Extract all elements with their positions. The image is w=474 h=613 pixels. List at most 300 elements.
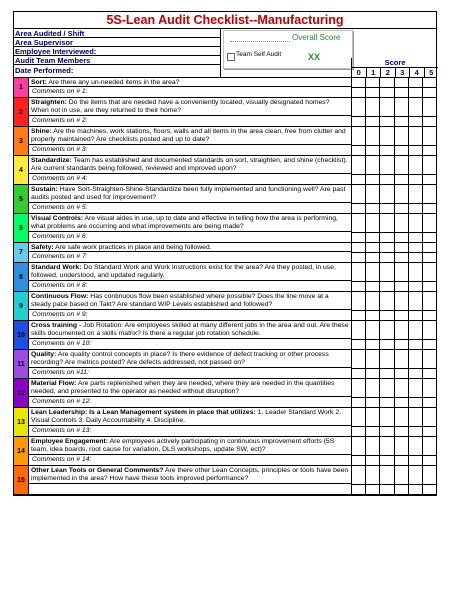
score-cell[interactable] — [395, 466, 408, 485]
score-cell[interactable] — [380, 214, 393, 233]
score-cell[interactable] — [380, 185, 393, 204]
score-cells — [351, 98, 436, 126]
item-number: 12 — [14, 379, 29, 407]
score-comment-cell — [352, 175, 365, 184]
score-cells — [351, 379, 436, 407]
score-comment-cell — [423, 398, 436, 407]
score-comment-cell — [352, 88, 365, 97]
item-text: Are there any un-needed items in the area? — [46, 79, 180, 86]
score-cell[interactable] — [423, 243, 436, 253]
item-number: 11 — [14, 350, 29, 378]
score-comment-cell — [409, 204, 422, 213]
score-cell[interactable] — [395, 350, 408, 369]
score-columns — [351, 68, 438, 77]
score-column — [422, 156, 436, 184]
checklist-item — [14, 243, 436, 263]
item-comment-field[interactable]: Comments on #11: — [32, 369, 89, 376]
score-comment-cell — [366, 340, 379, 349]
score-cell[interactable] — [409, 466, 422, 485]
item-comment-field[interactable]: Comments on # 12: — [32, 398, 92, 405]
score-column — [422, 127, 436, 155]
score-column — [394, 214, 408, 242]
score-cell[interactable] — [352, 98, 365, 117]
score-cell[interactable] — [423, 98, 436, 117]
score-cell[interactable] — [380, 156, 393, 175]
score-comment-cell — [409, 427, 422, 436]
score-cell[interactable] — [395, 78, 408, 88]
score-cell[interactable] — [352, 437, 365, 456]
score-comment-cell — [366, 369, 379, 378]
score-column — [379, 243, 393, 262]
score-column — [365, 408, 379, 436]
item-question — [29, 437, 351, 455]
checklist-item — [14, 185, 436, 214]
score-column — [351, 263, 365, 291]
score-col-1: 1 — [367, 68, 382, 77]
score-column — [422, 243, 436, 262]
item-number: 15 — [14, 466, 29, 494]
score-comment-cell — [409, 398, 422, 407]
score-comment-cell — [366, 485, 379, 494]
field-audit-team[interactable]: Audit Team Members — [14, 56, 220, 65]
score-cells — [351, 466, 436, 494]
item-content — [29, 379, 351, 407]
score-column — [365, 350, 379, 378]
score-cell[interactable] — [395, 379, 408, 398]
item-text: Are safe work practices in place and being followed. — [53, 244, 212, 251]
score-cell[interactable] — [423, 127, 436, 146]
score-header: Score — [351, 58, 438, 68]
score-column — [365, 466, 379, 494]
item-comment-field[interactable]: Comments on # 9: — [32, 311, 88, 318]
score-column — [365, 78, 379, 97]
item-title: Sort: — [31, 79, 47, 86]
field-employee-interviewed[interactable]: Employee Interviewed: — [14, 47, 220, 56]
score-cell[interactable] — [366, 185, 379, 204]
item-comment-field[interactable]: Comments on # 4: — [32, 175, 88, 182]
score-column — [379, 98, 393, 126]
score-comment-cell — [380, 427, 393, 436]
item-number: 7 — [14, 243, 29, 262]
score-cell[interactable] — [409, 98, 422, 117]
checklist-item — [14, 156, 436, 185]
score-cell[interactable] — [380, 408, 393, 427]
item-title: Safety: — [31, 244, 54, 251]
item-number: 14 — [14, 437, 29, 465]
score-comment-cell — [395, 340, 408, 349]
score-column — [408, 98, 422, 126]
score-cell[interactable] — [380, 98, 393, 117]
score-column — [351, 408, 365, 436]
item-title: Straighten: — [31, 99, 67, 106]
item-number: 13 — [14, 408, 29, 436]
field-date-performed[interactable]: Date Performed: — [15, 66, 74, 75]
item-content — [29, 350, 351, 378]
score-cell[interactable] — [380, 78, 393, 88]
score-col-4: 4 — [410, 68, 425, 77]
checklist-item — [14, 437, 436, 466]
score-cell[interactable] — [423, 350, 436, 369]
score-column — [379, 379, 393, 407]
score-comment-cell — [352, 311, 365, 320]
score-column — [422, 214, 436, 242]
score-cells — [351, 78, 436, 97]
score-column — [351, 185, 365, 213]
score-cell[interactable] — [366, 321, 379, 340]
score-cells — [351, 156, 436, 184]
item-question — [29, 379, 351, 397]
score-comment-cell — [380, 233, 393, 242]
score-cells — [351, 437, 436, 465]
score-cell[interactable] — [409, 292, 422, 311]
score-cell[interactable] — [380, 466, 393, 485]
score-cell[interactable] — [409, 379, 422, 398]
score-comment-cell — [423, 175, 436, 184]
score-cell[interactable] — [423, 379, 436, 398]
item-text: - Job Rotation: Are employees skilled at many different jobs in the area and out. Are these skills documented on a skills matrix? Is there a regular job rotation schedule. — [31, 322, 349, 337]
score-cell[interactable] — [380, 437, 393, 456]
score-cell[interactable] — [352, 321, 365, 340]
score-column — [365, 214, 379, 242]
score-cells — [351, 408, 436, 436]
score-comment-cell — [409, 485, 422, 494]
score-cell[interactable] — [366, 78, 379, 88]
score-comment-cell — [366, 117, 379, 126]
checklist-item — [14, 350, 436, 379]
score-column — [394, 156, 408, 184]
score-cell[interactable] — [352, 185, 365, 204]
score-column — [394, 98, 408, 126]
score-cell[interactable] — [352, 379, 365, 398]
score-cell[interactable] — [395, 156, 408, 175]
score-cell[interactable] — [395, 321, 408, 340]
score-cell[interactable] — [366, 408, 379, 427]
score-comment-cell — [423, 233, 436, 242]
score-comment-cell — [409, 456, 422, 465]
item-number: 4 — [14, 156, 29, 184]
score-cells — [351, 127, 436, 155]
score-column — [408, 156, 422, 184]
checklist-item — [14, 98, 436, 127]
item-question — [29, 263, 351, 281]
team-self-audit-checkbox[interactable] — [227, 53, 235, 61]
score-comment-cell — [366, 88, 379, 97]
score-cell[interactable] — [395, 243, 408, 253]
score-cell[interactable] — [352, 263, 365, 282]
item-comment-field[interactable] — [29, 484, 351, 493]
score-comment-cell — [366, 175, 379, 184]
score-cell[interactable] — [423, 292, 436, 311]
score-cell[interactable] — [352, 78, 365, 88]
item-title: Shine: — [31, 128, 52, 135]
score-cell[interactable] — [395, 98, 408, 117]
score-cell[interactable] — [366, 350, 379, 369]
score-cell[interactable] — [352, 292, 365, 311]
score-col-5: 5 — [429, 68, 434, 77]
score-column — [379, 214, 393, 242]
item-content — [29, 127, 351, 155]
score-cell[interactable] — [352, 243, 365, 253]
score-cell[interactable] — [380, 127, 393, 146]
item-number: 5 — [14, 185, 29, 213]
score-cell[interactable] — [423, 214, 436, 233]
score-comment-cell — [409, 282, 422, 291]
score-cell[interactable] — [380, 292, 393, 311]
checklist-item — [14, 263, 436, 292]
score-cell[interactable] — [366, 127, 379, 146]
score-column — [408, 379, 422, 407]
score-column — [408, 466, 422, 494]
score-cell[interactable] — [380, 243, 393, 253]
score-cell[interactable] — [423, 263, 436, 282]
score-cell[interactable] — [380, 321, 393, 340]
item-content — [29, 466, 351, 494]
score-comment-cell — [395, 456, 408, 465]
score-column — [351, 321, 365, 349]
score-column — [379, 156, 393, 184]
score-cell[interactable] — [366, 214, 379, 233]
score-column — [394, 350, 408, 378]
checklist-item — [14, 127, 436, 156]
score-cell[interactable] — [423, 185, 436, 204]
item-comment-field[interactable]: Comments on # 3: — [32, 146, 88, 153]
item-comment-field[interactable]: Comments on # 5: — [32, 204, 88, 211]
item-title: Continuous Flow: — [31, 293, 89, 300]
item-content — [29, 408, 351, 436]
item-content — [29, 98, 351, 126]
score-cell[interactable] — [409, 156, 422, 175]
score-cell[interactable] — [423, 437, 436, 456]
header-section — [13, 28, 437, 77]
item-title: Visual Controls: — [31, 215, 83, 222]
item-comment-field[interactable]: Comments on # 6: — [32, 233, 88, 240]
score-comment-cell — [423, 117, 436, 126]
score-column — [351, 243, 365, 262]
item-question — [29, 98, 351, 116]
score-comment-cell — [423, 340, 436, 349]
score-cell[interactable] — [423, 408, 436, 427]
item-title: Sustain: — [31, 186, 58, 193]
item-comment-field[interactable]: Comments on # 7: — [32, 253, 88, 260]
item-text: Are employees actively participating in continuous improvement efforts (5S team, idea boards, root cause for variation, DLS workshops, update SW, ect)? — [31, 438, 335, 453]
score-cell[interactable] — [366, 156, 379, 175]
item-text: Has continuous flow been established where possible? Does the line move at a steady pace based on Takt? Are standard WIP Levels established and followed? — [31, 293, 329, 308]
score-comment-cell — [352, 282, 365, 291]
hidden-row-marker — [230, 41, 290, 44]
score-comment-cell — [366, 398, 379, 407]
score-cell[interactable] — [366, 466, 379, 485]
score-cell[interactable] — [352, 156, 365, 175]
score-column — [408, 321, 422, 349]
item-title: Quality: — [31, 351, 57, 358]
item-question — [29, 292, 351, 310]
score-cell[interactable] — [409, 321, 422, 340]
score-comment-cell — [409, 175, 422, 184]
score-column — [379, 350, 393, 378]
score-cell[interactable] — [366, 263, 379, 282]
score-column — [394, 437, 408, 465]
score-cell[interactable] — [409, 127, 422, 146]
score-column — [408, 408, 422, 436]
overall-score-label: Overall Score — [292, 33, 341, 42]
score-comment-cell — [352, 253, 365, 262]
item-comment-field[interactable]: Comments on # 2: — [32, 117, 88, 124]
score-cell[interactable] — [395, 408, 408, 427]
item-comment-field[interactable]: Comments on # 8: — [32, 282, 88, 289]
score-column — [422, 350, 436, 378]
score-comment-cell — [380, 282, 393, 291]
score-comment-cell — [366, 427, 379, 436]
item-title: Other Lean Tools or General Comments? — [31, 467, 164, 474]
score-comment-cell — [395, 117, 408, 126]
score-cell[interactable] — [366, 243, 379, 253]
score-cell[interactable] — [395, 214, 408, 233]
score-column — [379, 127, 393, 155]
score-cell[interactable] — [380, 350, 393, 369]
score-cell[interactable] — [423, 321, 436, 340]
score-column — [365, 263, 379, 291]
score-cell[interactable] — [395, 185, 408, 204]
score-cells — [351, 350, 436, 378]
score-cell[interactable] — [395, 127, 408, 146]
score-cell[interactable] — [395, 292, 408, 311]
audit-sheet — [13, 11, 437, 496]
score-cells — [351, 263, 436, 291]
overall-score-value: XX — [308, 52, 321, 62]
score-column — [408, 78, 422, 97]
score-comment-cell — [409, 369, 422, 378]
item-title: Employee Engagement: — [31, 438, 109, 445]
score-cells — [351, 243, 436, 262]
score-cell[interactable] — [409, 243, 422, 253]
score-cells — [351, 185, 436, 213]
score-comment-cell — [395, 485, 408, 494]
score-comment-cell — [380, 253, 393, 262]
score-column — [408, 185, 422, 213]
score-cell[interactable] — [395, 437, 408, 456]
score-column — [379, 437, 393, 465]
score-column — [394, 78, 408, 97]
score-cell[interactable] — [409, 214, 422, 233]
item-title: Standardize: — [31, 157, 72, 164]
score-cell[interactable] — [352, 466, 365, 485]
item-number: 1 — [14, 78, 29, 97]
score-cell[interactable] — [352, 350, 365, 369]
score-comment-cell — [395, 369, 408, 378]
score-column — [394, 379, 408, 407]
score-column — [351, 292, 365, 320]
item-text: Are parts replenished when they are needed, where they are needed in the quantities needed, and presented to the operator as needed without disruption? — [31, 380, 335, 395]
score-cell[interactable] — [409, 263, 422, 282]
score-cell[interactable] — [409, 350, 422, 369]
item-comment-field[interactable]: Comments on # 13: — [32, 427, 92, 434]
score-comment-cell — [366, 146, 379, 155]
field-area-audited[interactable]: Area Audited / Shift — [14, 29, 220, 38]
score-column — [365, 292, 379, 320]
checklist-item — [14, 214, 436, 243]
item-comment-field[interactable]: Comments on # 14: — [32, 456, 92, 463]
score-column — [351, 214, 365, 242]
score-cell[interactable] — [409, 185, 422, 204]
item-number: 2 — [14, 98, 29, 126]
score-column — [351, 78, 365, 97]
checklist-item — [14, 466, 436, 495]
score-comment-cell — [423, 311, 436, 320]
header-divider — [220, 29, 221, 77]
item-title: Lean Leadership: Is a Lean Management system in place that utilizes: — [31, 409, 256, 416]
item-question — [29, 156, 351, 174]
score-cell[interactable] — [352, 214, 365, 233]
score-comment-cell — [395, 175, 408, 184]
score-cell[interactable] — [352, 408, 365, 427]
item-question — [29, 78, 351, 87]
score-comment-cell — [380, 398, 393, 407]
item-number: 3 — [14, 127, 29, 155]
item-question — [29, 321, 351, 339]
score-column — [394, 127, 408, 155]
score-cell[interactable] — [380, 379, 393, 398]
score-column — [394, 185, 408, 213]
score-cell[interactable] — [423, 156, 436, 175]
score-cell[interactable] — [423, 466, 436, 485]
score-cell[interactable] — [409, 78, 422, 88]
score-column — [365, 156, 379, 184]
score-comment-cell — [395, 398, 408, 407]
score-column — [379, 185, 393, 213]
score-comment-cell — [380, 146, 393, 155]
score-comment-cell — [366, 233, 379, 242]
score-comment-cell — [409, 117, 422, 126]
score-cell[interactable] — [409, 408, 422, 427]
score-column — [422, 185, 436, 213]
score-cell[interactable] — [366, 98, 379, 117]
overall-score-box — [223, 30, 353, 69]
score-column — [365, 321, 379, 349]
score-comment-cell — [409, 311, 422, 320]
item-text: Are quality control concepts in place? Is there evidence of defect tracking or other process recording? Are metrics posted? Are defects addressed, not passed on? — [31, 351, 329, 366]
score-cell[interactable] — [366, 437, 379, 456]
item-text: 1. Leader Standard Work 2. Visual Controls 3. Daily Accountability 4. Discipline. — [31, 409, 342, 424]
score-column — [351, 437, 365, 465]
score-comment-cell — [380, 175, 393, 184]
item-comment-field[interactable]: Comments on # 10: — [32, 340, 92, 347]
score-comment-cell — [352, 369, 365, 378]
score-cell[interactable] — [395, 263, 408, 282]
item-comment-field[interactable]: Comments on # 1: — [32, 88, 88, 95]
score-cell[interactable] — [366, 292, 379, 311]
score-comment-cell — [395, 88, 408, 97]
score-column — [422, 437, 436, 465]
score-col-0: 0 — [352, 68, 367, 77]
score-comment-cell — [352, 485, 365, 494]
score-comment-cell — [409, 233, 422, 242]
item-content — [29, 437, 351, 465]
item-question — [29, 350, 351, 368]
score-cell[interactable] — [409, 437, 422, 456]
item-content — [29, 214, 351, 242]
score-comment-cell — [366, 253, 379, 262]
score-cell[interactable] — [352, 127, 365, 146]
score-comment-cell — [366, 311, 379, 320]
score-cell[interactable] — [366, 379, 379, 398]
score-comment-cell — [395, 282, 408, 291]
score-column — [408, 350, 422, 378]
field-area-supervisor[interactable]: Area Supervisor — [14, 38, 220, 47]
score-cell[interactable] — [380, 263, 393, 282]
score-comment-cell — [352, 117, 365, 126]
score-column — [365, 98, 379, 126]
score-cell[interactable] — [423, 78, 436, 88]
